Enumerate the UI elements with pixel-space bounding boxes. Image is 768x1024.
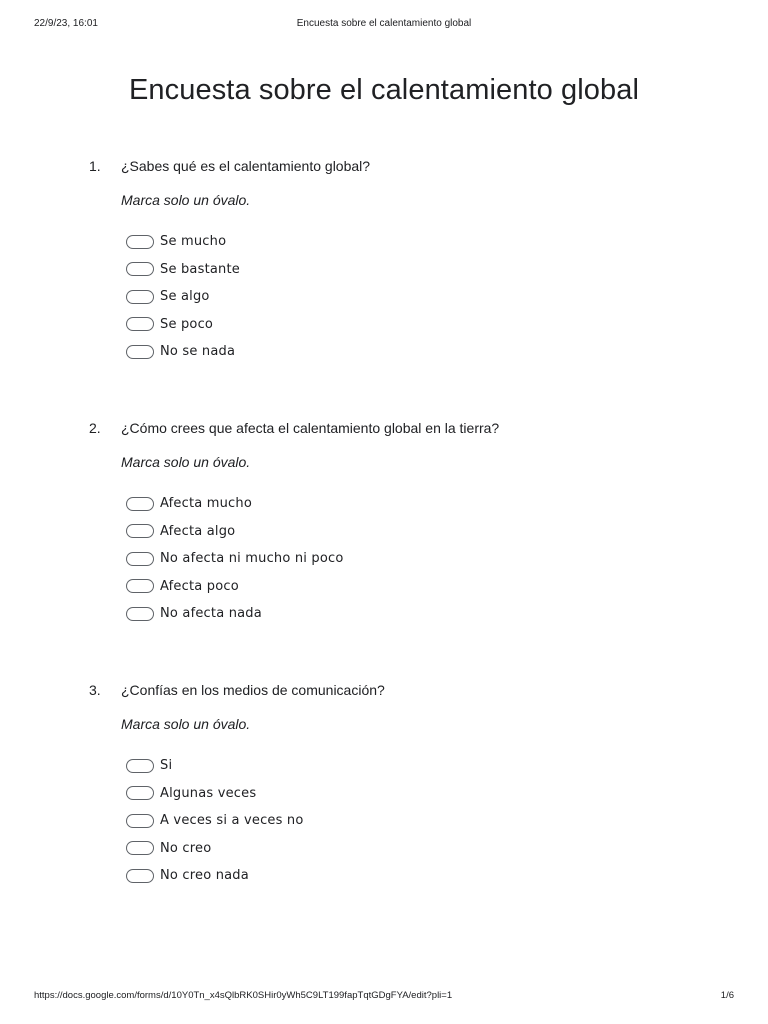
page-number: 1/6 bbox=[720, 990, 734, 1001]
radio-oval-icon[interactable] bbox=[126, 759, 154, 773]
option-label: Algunas veces bbox=[160, 785, 257, 801]
question-number: 2. bbox=[89, 420, 101, 436]
radio-oval-icon[interactable] bbox=[126, 290, 154, 304]
radio-option[interactable] bbox=[126, 600, 729, 628]
radio-option[interactable] bbox=[126, 545, 729, 573]
radio-oval-icon[interactable] bbox=[126, 235, 154, 249]
option-label: Afecta algo bbox=[160, 523, 236, 539]
radio-option[interactable] bbox=[126, 807, 729, 835]
print-header-title: Encuesta sobre el calentamiento global bbox=[296, 18, 472, 29]
print-url: https://docs.google.com/forms/d/10Y0Tn_x4sQlbRK0SHir0yWh5C9LT199fapTqtGDgFYA/edit?pli=1 bbox=[34, 990, 453, 1001]
question-number: 3. bbox=[89, 682, 101, 698]
radio-option[interactable] bbox=[126, 752, 729, 780]
question-3 bbox=[89, 682, 729, 890]
print-header bbox=[34, 18, 734, 32]
option-label: Afecta poco bbox=[160, 578, 239, 594]
option-label: No afecta nada bbox=[160, 606, 262, 622]
radio-oval-icon[interactable] bbox=[126, 262, 154, 276]
radio-oval-icon[interactable] bbox=[126, 497, 154, 511]
form-title: Encuesta sobre el calentamiento global bbox=[128, 74, 639, 106]
option-label: No afecta ni mucho ni poco bbox=[160, 551, 344, 567]
radio-option[interactable] bbox=[126, 228, 729, 256]
question-text: ¿Confías en los medios de comunicación? bbox=[121, 682, 385, 698]
radio-oval-icon[interactable] bbox=[126, 841, 154, 855]
radio-oval-icon[interactable] bbox=[126, 317, 154, 331]
radio-option[interactable] bbox=[126, 573, 729, 601]
radio-option[interactable] bbox=[126, 518, 729, 546]
radio-option[interactable] bbox=[126, 490, 729, 518]
radio-option[interactable] bbox=[126, 311, 729, 339]
radio-oval-icon[interactable] bbox=[126, 552, 154, 566]
radio-option[interactable] bbox=[126, 283, 729, 311]
option-list bbox=[126, 752, 729, 890]
option-label: Se mucho bbox=[160, 234, 227, 250]
radio-option[interactable] bbox=[126, 256, 729, 284]
question-number: 1. bbox=[89, 158, 101, 174]
radio-option[interactable] bbox=[126, 835, 729, 863]
option-list bbox=[126, 490, 729, 628]
option-label: Se bastante bbox=[160, 261, 240, 277]
radio-option[interactable] bbox=[126, 780, 729, 808]
radio-oval-icon[interactable] bbox=[126, 869, 154, 883]
radio-oval-icon[interactable] bbox=[126, 524, 154, 538]
question-instruction: Marca solo un óvalo. bbox=[121, 454, 251, 470]
radio-option[interactable] bbox=[126, 862, 729, 890]
option-label: No creo nada bbox=[160, 868, 249, 884]
radio-oval-icon[interactable] bbox=[126, 607, 154, 621]
option-label: No se nada bbox=[160, 344, 236, 360]
question-text: ¿Sabes qué es el calentamiento global? bbox=[121, 158, 371, 174]
option-label: Afecta mucho bbox=[160, 496, 252, 512]
question-instruction: Marca solo un óvalo. bbox=[121, 716, 251, 732]
radio-oval-icon[interactable] bbox=[126, 786, 154, 800]
print-datetime: 22/9/23, 16:01 bbox=[34, 18, 98, 29]
option-list bbox=[126, 228, 729, 366]
radio-oval-icon[interactable] bbox=[126, 579, 154, 593]
question-1 bbox=[89, 158, 729, 366]
question-instruction: Marca solo un óvalo. bbox=[121, 192, 251, 208]
option-label: A veces si a veces no bbox=[160, 813, 304, 829]
option-label: Se algo bbox=[160, 289, 210, 305]
print-footer bbox=[34, 990, 734, 1004]
radio-option[interactable] bbox=[126, 338, 729, 366]
option-label: Se poco bbox=[160, 316, 214, 332]
option-label: Si bbox=[160, 758, 173, 774]
radio-oval-icon[interactable] bbox=[126, 814, 154, 828]
option-label: No creo bbox=[160, 840, 212, 856]
question-2 bbox=[89, 420, 729, 628]
question-text: ¿Cómo crees que afecta el calentamiento global en la tierra? bbox=[121, 420, 500, 436]
radio-oval-icon[interactable] bbox=[126, 345, 154, 359]
